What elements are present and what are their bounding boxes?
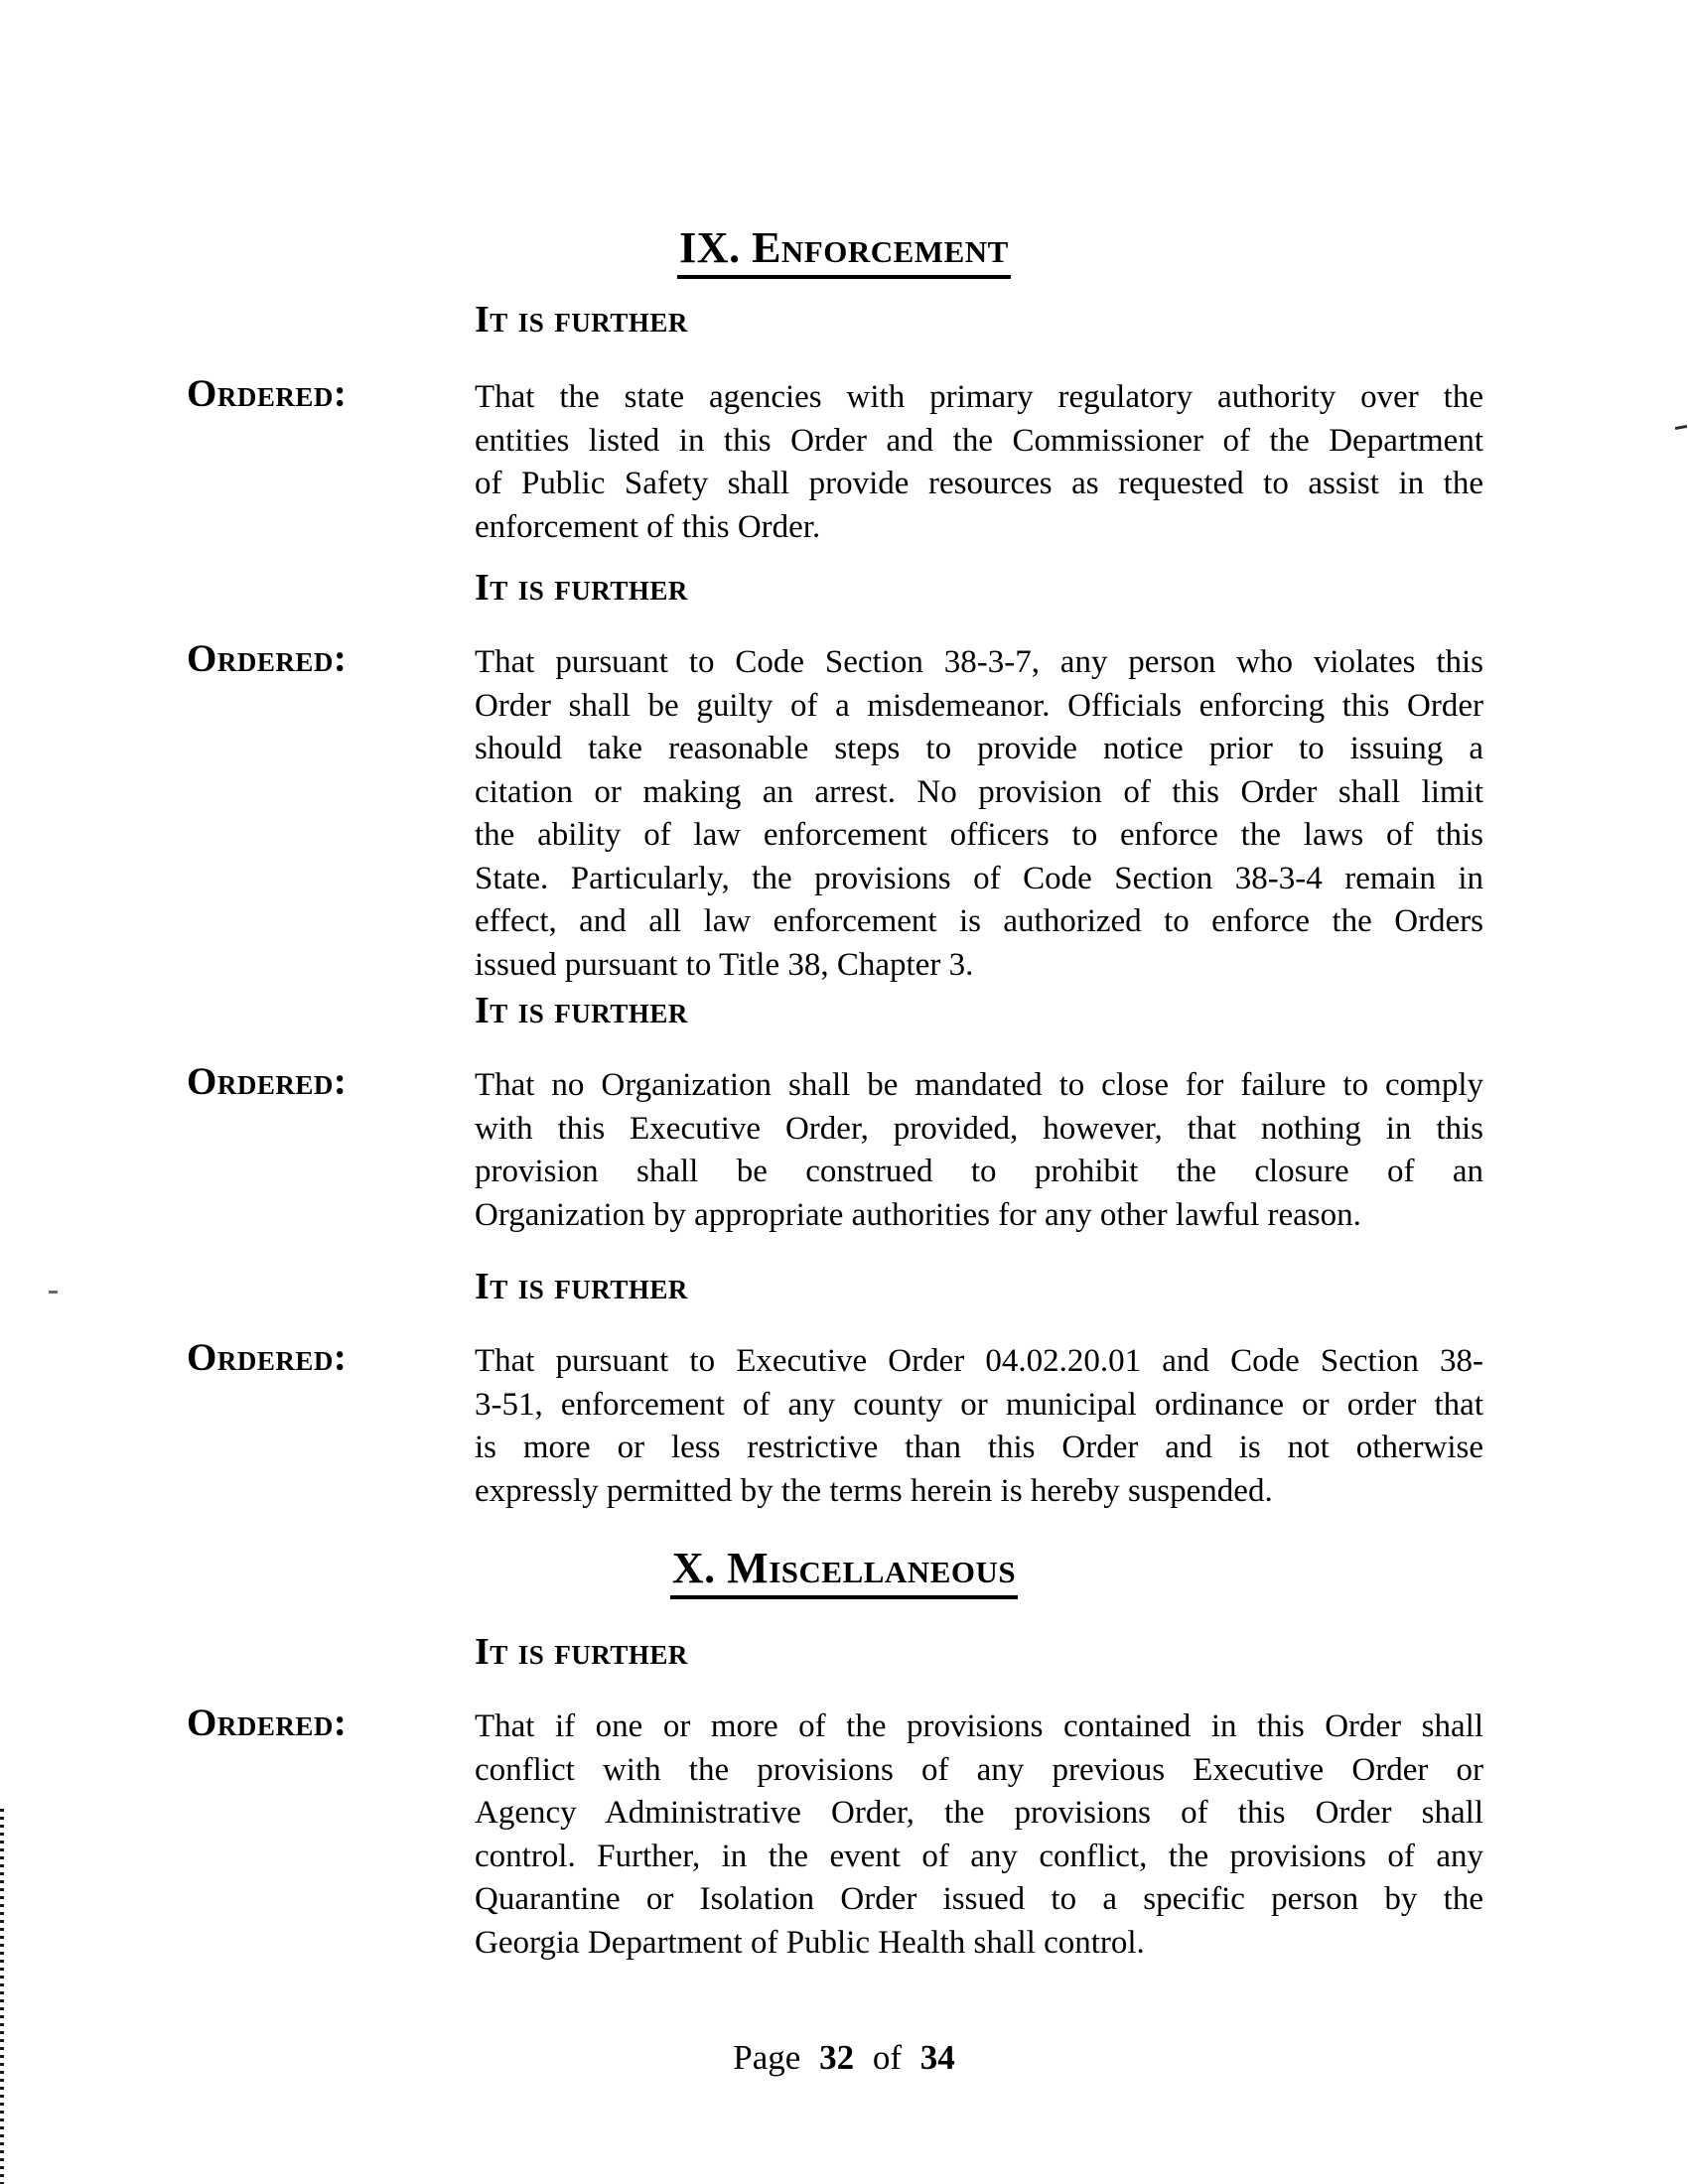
ordered-label-4: Ordered: [187,1336,348,1379]
paragraph-5 [475,1706,1483,1965]
it-is-further-3: It is further [475,990,688,1031]
paragraph-line: That pursuant to Executive Order 04.02.20.01 and Code Section 38- [475,1343,1483,1379]
paragraph-line: the ability of law enforcement officers to enforce the laws of this [475,817,1483,853]
it-is-further-4: It is further [475,1266,688,1307]
paragraph-4 [475,1340,1483,1513]
scan-artifact-left-margin-speck [49,1291,58,1294]
ordered-label-2: Ordered: [187,637,348,680]
section-heading-x [0,1545,1688,1599]
scan-artifact-right-margin-dash [1675,425,1687,430]
paragraph-line: Agency Administrative Order, the provisions of this Order shall [475,1795,1483,1831]
paragraph-line: Georgia Department of Public Health shall control. [475,1924,1145,1961]
footer-word-of: of [872,2038,902,2077]
paragraph-line: 3-51, enforcement of any county or municipal ordinance or order that [475,1386,1483,1423]
ordered-label-1: Ordered: [187,372,348,415]
paragraph-line: should take reasonable steps to provide notice prior to issuing a [475,731,1483,766]
paragraph-line: is more or less restrictive than this Order and is not otherwise [475,1430,1483,1465]
paragraph-line: provision shall be construed to prohibit the closure of an [475,1154,1483,1189]
paragraph-line: issued pursuant to Title 38, Chapter 3. [475,946,974,983]
paragraph-line: That pursuant to Code Section 38-3-7, any person who violates this [475,644,1483,680]
paragraph-1 [475,376,1483,549]
paragraph-line: Quarantine or Isolation Order issued to a specific person by the [475,1881,1483,1917]
footer-page-number: 32 [819,2038,855,2077]
paragraph-line: enforcement of this Order. [475,508,821,545]
section-heading-ix-text: IX. Enforcement [677,224,1011,279]
it-is-further-1: It is further [475,299,688,341]
paragraph-line: That the state agencies with primary regulatory authority over the [475,379,1483,415]
paragraph-line: with this Executive Order, provided, however, that nothing in this [475,1110,1483,1147]
paragraph-line: Organization by appropriate authorities for any other lawful reason. [475,1196,1361,1233]
paragraph-2 [475,641,1483,987]
scan-artifact-left-edge-band [0,1809,4,2184]
paragraph-line: of Public Safety shall provide resources as requested to assist in the [475,466,1483,501]
it-is-further-5: It is further [475,1631,688,1673]
paragraph-line: That no Organization shall be mandated to close for failure to comply [475,1067,1483,1103]
paragraph-line: citation or making an arrest. No provision of this Order shall limit [475,773,1483,810]
paragraph-line: control. Further, in the event of any conflict, the provisions of any [475,1838,1483,1874]
paragraph-line: effect, and all law enforcement is authorized to enforce the Orders [475,903,1483,939]
footer-word-page: Page [733,2038,801,2077]
paragraph-line: That if one or more of the provisions contained in this Order shall [475,1708,1483,1744]
section-heading-x-text: X. Miscellaneous [670,1545,1018,1599]
paragraph-line: State. Particularly, the provisions of Code Section 38-3-4 remain in [475,860,1483,896]
it-is-further-2: It is further [475,567,688,609]
page-footer [0,2039,1688,2078]
paragraph-3 [475,1064,1483,1237]
ordered-label-3: Ordered: [187,1060,348,1103]
paragraph-line: Order shall be guilty of a misdemeanor. Officials enforcing this Order [475,687,1483,724]
paragraph-line: entities listed in this Order and the Commissioner of the Department [475,422,1483,459]
paragraph-line: conflict with the provisions of any previous Executive Order or [475,1751,1483,1788]
footer-total-pages: 34 [919,2038,955,2077]
paragraph-line: expressly permitted by the terms herein is hereby suspended. [475,1472,1273,1509]
section-heading-ix [0,224,1688,279]
ordered-label-5: Ordered: [187,1702,348,1744]
